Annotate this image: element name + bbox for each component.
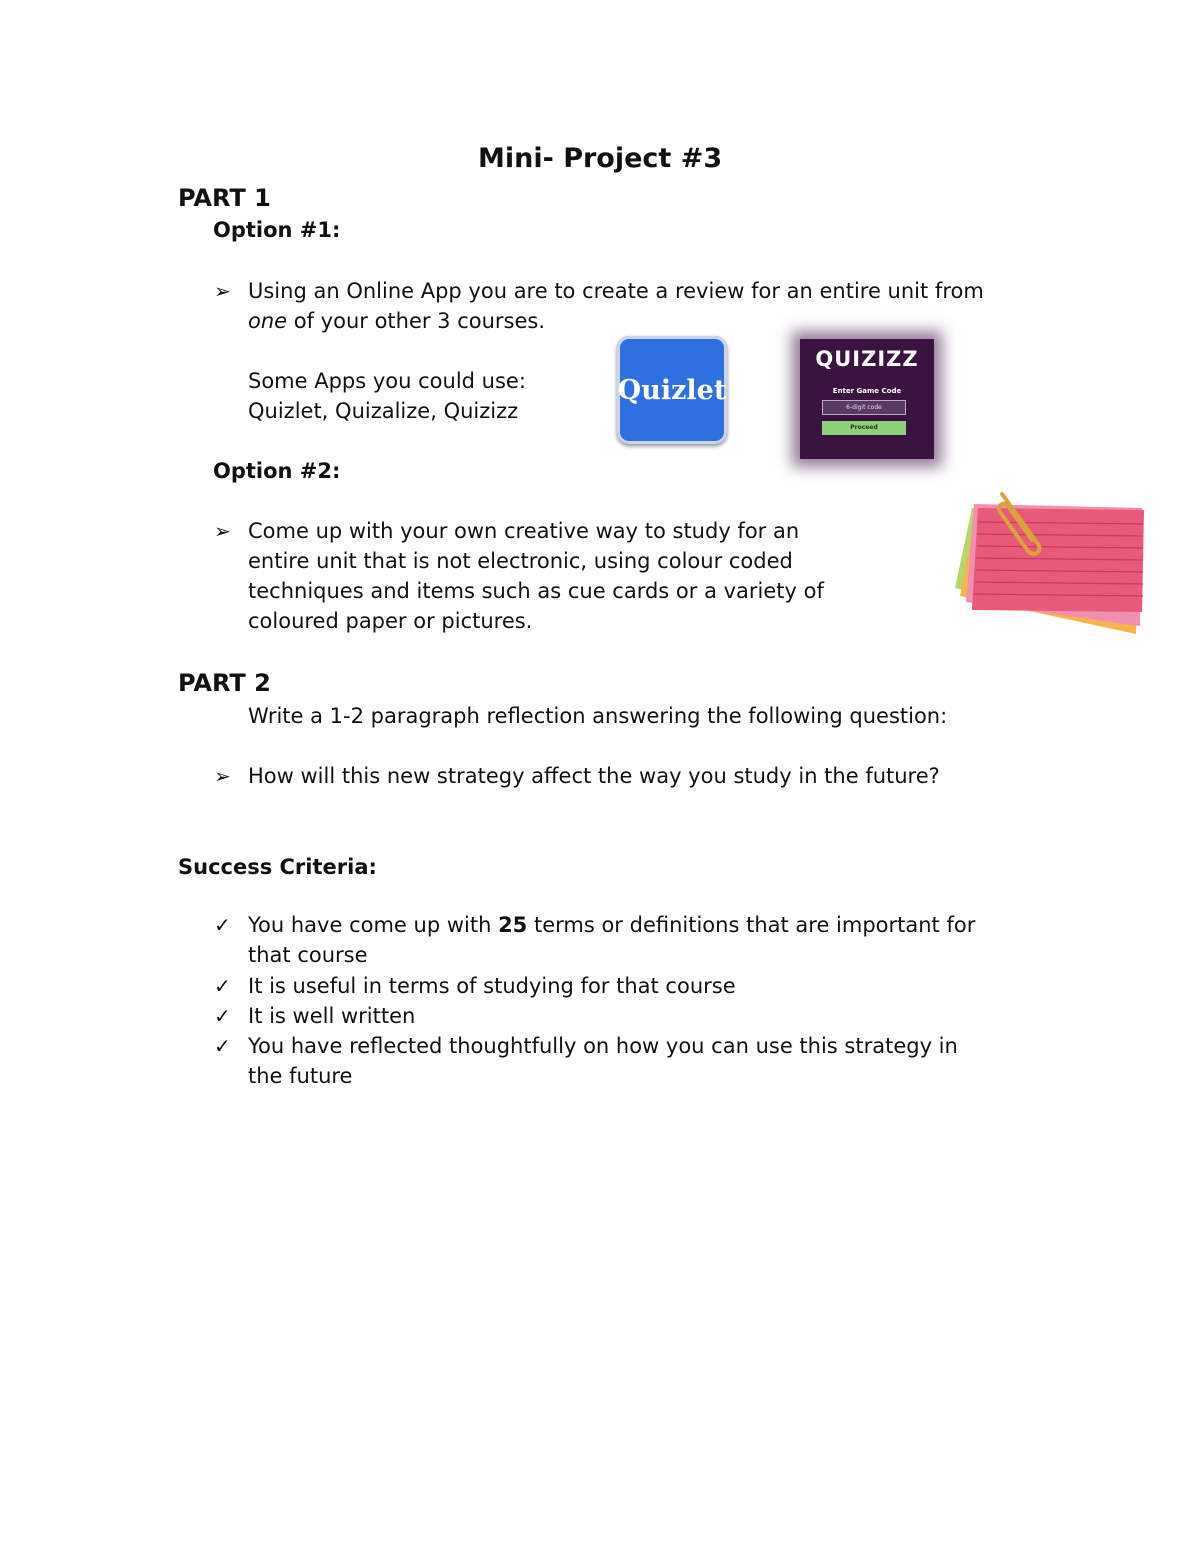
success-criteria-heading: Success Criteria: xyxy=(178,855,377,879)
checkmark-icon: ✓ xyxy=(214,1034,231,1058)
option1-bullet-line1: Using an Online App you are to create a review for an entire unit from xyxy=(248,279,984,303)
criteria-item-4-line1: You have reflected thoughtfully on how you can use this strategy in xyxy=(248,1034,958,1058)
option1-bullet-line2 xyxy=(248,306,545,336)
part2-heading: PART 2 xyxy=(178,669,271,697)
arrow-bullet-icon: ➢ xyxy=(214,279,231,303)
checkmark-icon: ✓ xyxy=(214,974,231,998)
option2-bullet-line2: entire unit that is not electronic, using colour coded xyxy=(248,549,793,573)
quizizz-label: Enter Game Code xyxy=(832,387,902,395)
arrow-bullet-icon: ➢ xyxy=(214,764,231,788)
quizizz-logo-text: QUIZIZZ xyxy=(815,347,919,371)
criteria-item-1-post: terms or definitions that are important for xyxy=(527,913,976,937)
part1-heading: PART 1 xyxy=(178,184,271,212)
checkmark-icon: ✓ xyxy=(214,913,231,937)
option2-label: Option #2: xyxy=(213,459,341,483)
arrow-bullet-icon: ➢ xyxy=(214,519,231,543)
criteria-item-2: It is useful in terms of studying for that course xyxy=(248,974,736,998)
criteria-item-1-count: 25 xyxy=(498,913,528,937)
cue-card-pink xyxy=(972,508,1144,612)
quizlet-logo xyxy=(617,336,727,444)
criteria-item-1-pre: You have come up with xyxy=(248,913,499,937)
option2-bullet-line4: coloured paper or pictures. xyxy=(248,609,533,633)
checkmark-icon: ✓ xyxy=(214,1004,231,1028)
option1-label: Option #1: xyxy=(213,218,341,242)
option2-bullet-line1: Come up with your own creative way to study for an xyxy=(248,519,800,543)
criteria-item-4-line2: the future xyxy=(248,1064,353,1088)
part2-question: How will this new strategy affect the way you study in the future? xyxy=(248,764,940,788)
option1-bullet-line2-rest: of your other 3 courses. xyxy=(287,309,546,333)
criteria-item-1-line2: that course xyxy=(248,943,368,967)
quizizz-code-input: 6-digit code xyxy=(822,400,906,415)
part2-instruction: Write a 1-2 paragraph reflection answering the following question: xyxy=(248,704,948,728)
page-title: Mini- Project #3 xyxy=(478,143,723,174)
criteria-item-3: It is well written xyxy=(248,1004,416,1028)
apps-intro: Some Apps you could use: xyxy=(248,369,526,393)
cue-cards-image xyxy=(950,488,1150,638)
quizlet-logo-text: Quizlet xyxy=(617,374,727,406)
criteria-item-1-line1 xyxy=(248,910,975,940)
option2-bullet-line3: techniques and items such as cue cards or a variety of xyxy=(248,579,824,603)
apps-list: Quizlet, Quizalize, Quizizz xyxy=(248,399,519,423)
quizizz-proceed-button: Proceed xyxy=(822,421,906,435)
quizizz-logo xyxy=(800,339,934,459)
option1-emphasis: one xyxy=(248,309,288,333)
